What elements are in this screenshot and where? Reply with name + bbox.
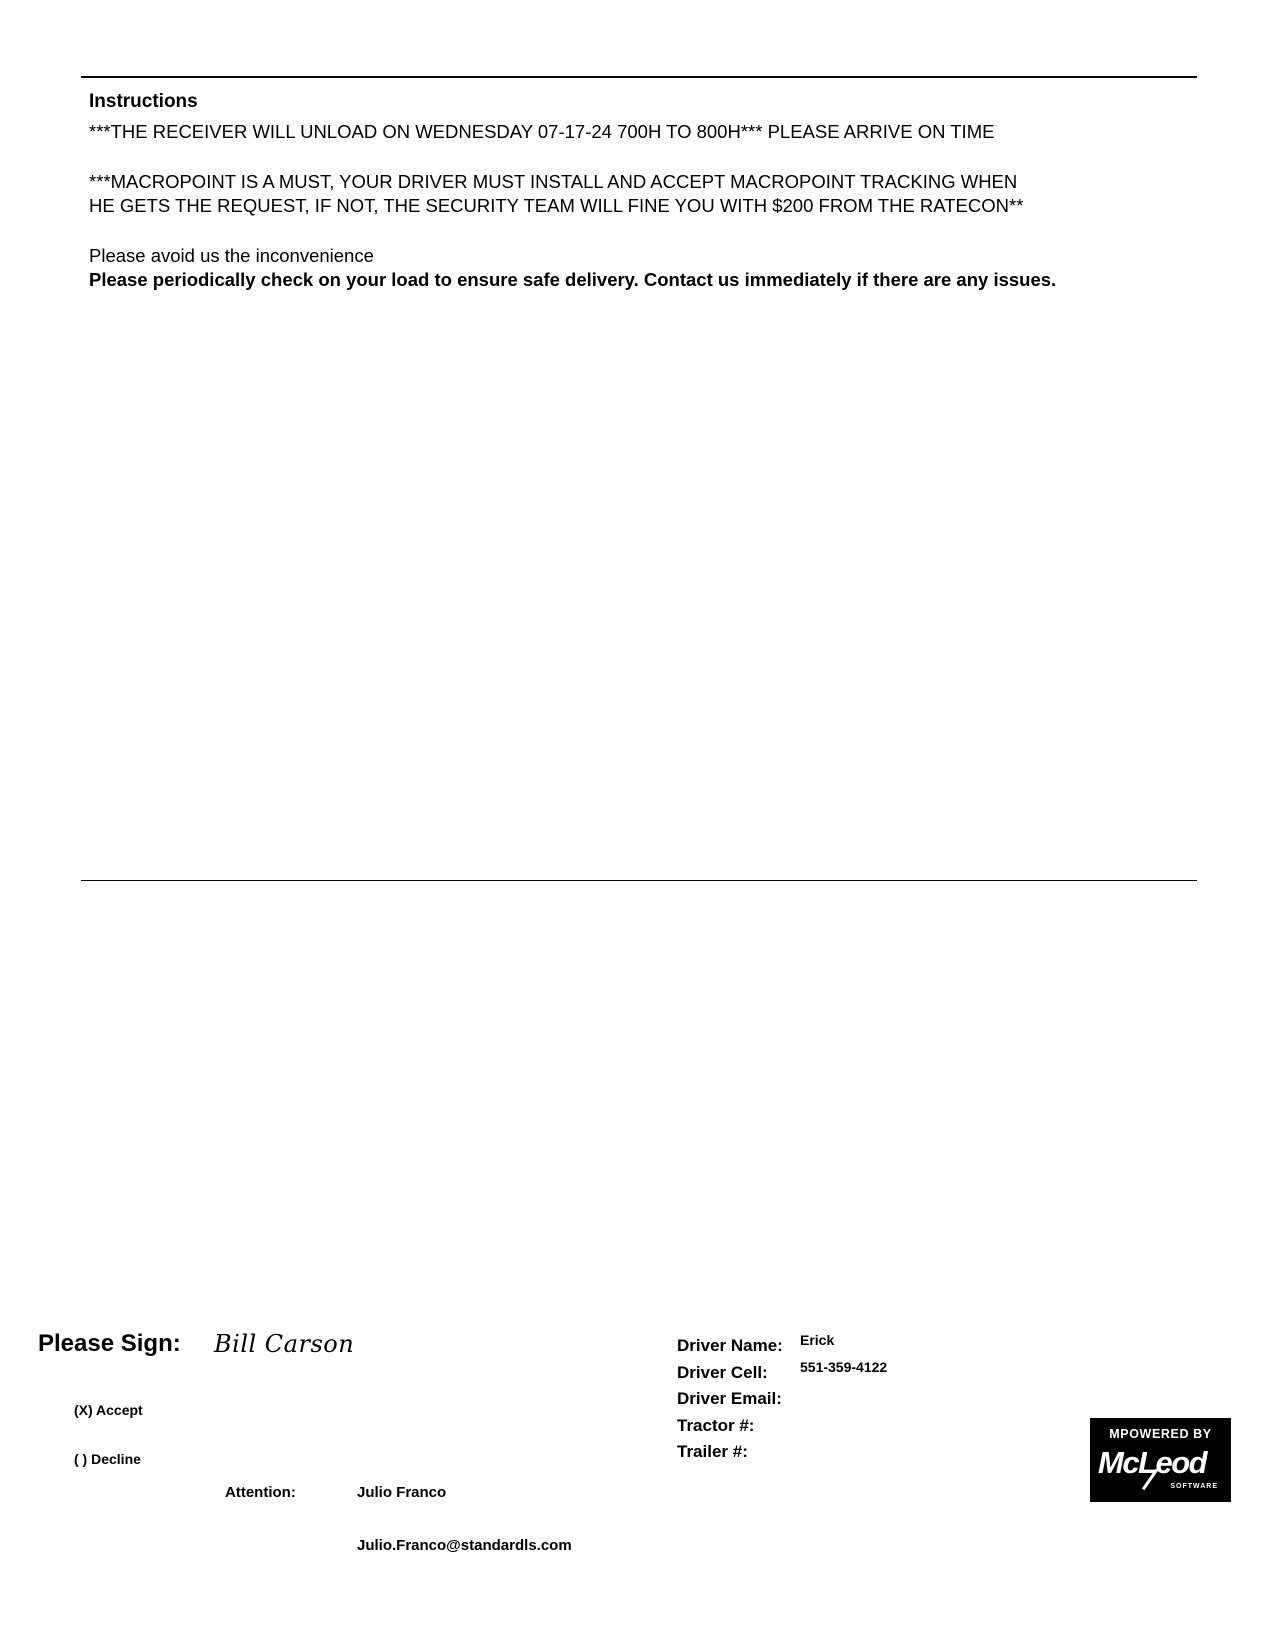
driver-name-value: Erick [800,1332,835,1348]
attention-label: Attention: [225,1484,296,1501]
please-sign-label: Please Sign: [38,1330,181,1357]
bottom-divider [81,880,1197,881]
instructions-section [89,91,1209,292]
instruction-unload-time: ***THE RECEIVER WILL UNLOAD ON WEDNESDAY 07-17-24 700H TO 800H*** PLEASE ARRIVE ON TIME [89,121,995,142]
logo-software: SOFTWARE [1170,1483,1218,1490]
signature[interactable]: Bill Carson [214,1330,355,1358]
driver-name-label: Driver Name: [677,1336,783,1355]
instruction-inconvenience: Please avoid us the inconvenience [89,245,374,266]
tractor-label: Tractor #: [677,1415,755,1435]
logo-brand: McLeod [1098,1445,1207,1480]
accept-option[interactable]: (X) Accept [74,1402,143,1418]
driver-cell-label: Driver Cell: [677,1362,768,1382]
top-divider [81,76,1197,78]
trailer-label: Trailer #: [677,1442,748,1461]
instruction-check-load: Please periodically check on your load to ensure safe delivery. Contact us immediately if there are any issues. [89,269,1057,290]
instructions-heading: Instructions [89,91,198,112]
logo-powered-by: MPOWERED BY [1109,1427,1212,1441]
attention-email[interactable]: Julio.Franco@standardls.com [357,1537,572,1554]
decline-option[interactable]: ( ) Decline [74,1451,141,1467]
instruction-macropoint-line1: ***MACROPOINT IS A MUST, YOUR DRIVER MUST INSTALL AND ACCEPT MACROPOINT TRACKING WHEN [89,171,1018,192]
mcleod-logo [1090,1418,1231,1502]
driver-email-label: Driver Email: [677,1389,782,1408]
instruction-macropoint-line2: HE GETS THE REQUEST, IF NOT, THE SECURITY TEAM WILL FINE YOU WITH $200 FROM THE RATECON** [89,195,1024,216]
attention-name: Julio Franco [357,1484,447,1501]
driver-cell-value: 551-359-4122 [800,1358,888,1375]
